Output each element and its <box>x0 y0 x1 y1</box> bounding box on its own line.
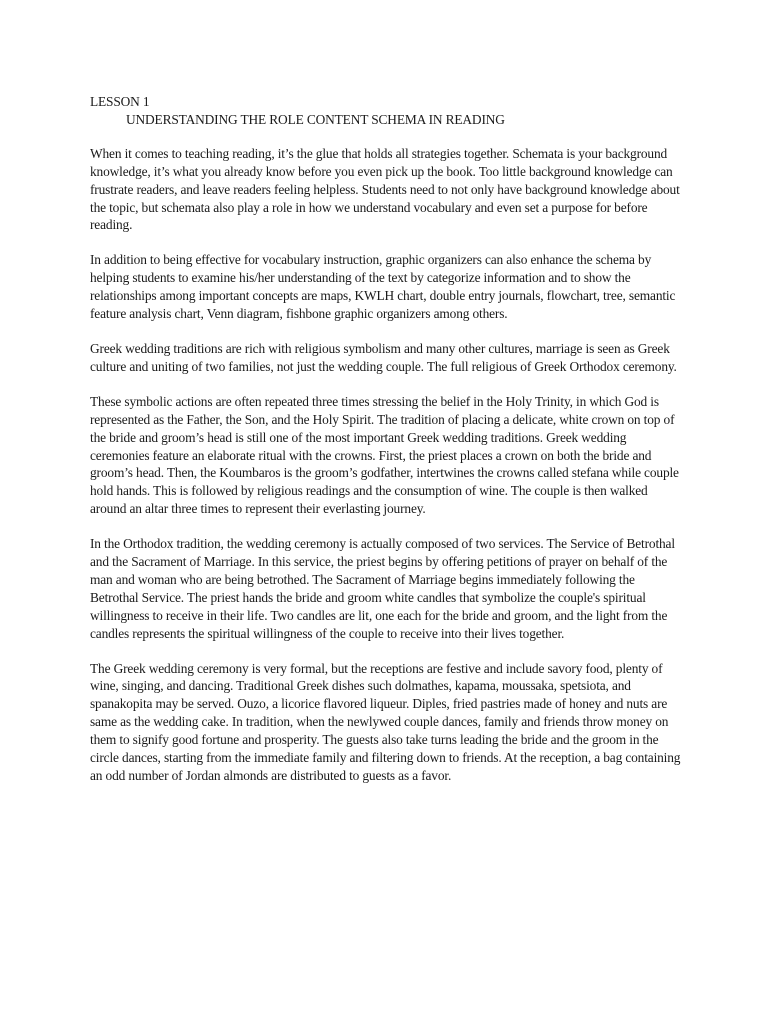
paragraph-greek-traditions: Greek wedding traditions are rich with religious symbolism and many other cultures, marriage is seen as Greek culture and uniting of two families, not just the wedding couple. The full religious of Greek Orthodox ceremony. <box>90 340 677 374</box>
document-page <box>90 93 686 802</box>
paragraph-reception: The Greek wedding ceremony is very formal, but the receptions are festive and include savory food, plenty of wine, singing, and dancing. Traditional Greek dishes such dolmathes, kapama, moussaka, spetsiota, and spanakopita may be served. Ouzo, a licorice flavored liqueur. Diples, fried pastries made of honey and nuts are same as the wedding cake. In tradition, when the newlywed couple dances, family and friends throw money on them to signify good fortune and prosperity. The guests also take turns leading the bride and the groom in the circle dances, starting from the immediate family and filtering down to friends. At the reception, a bag containing an odd number of Jordan almonds are distributed to guests as a favor. <box>90 660 681 783</box>
lesson-title: UNDERSTANDING THE ROLE CONTENT SCHEMA IN READING <box>126 111 505 127</box>
paragraph-graphic-organizers: In addition to being effective for vocabulary instruction, graphic organizers can also enhance the schema by helping students to examine his/her understanding of the text by categorize information and to show the relationships among important concepts are maps, KWLH chart, double entry journals, flowchart, tree, semantic feature analysis chart, Venn diagram, fishbone graphic organizers among others. <box>90 252 676 322</box>
paragraph-symbolic-actions: These symbolic actions are often repeated three times stressing the belief in the Holy Trinity, in which God is represented as the Father, the Son, and the Holy Spirit. The tradition of placing a delicate, white crown on top of the bride and groom’s head is still one of the most important Greek wedding traditions. Greek wedding ceremonies feature an elaborate ritual with the crowns. First, the priest places a crown on both the bride and groom’s head. Then, the Koumbaros is the groom’s godfather, intertwines the crowns called stefana while couple hold hands. This is followed by religious readings and the consumption of wine. The couple is then walked around an altar three times to represent their everlasting journey. <box>90 393 679 517</box>
paragraph-schema: When it comes to teaching reading, it’s the glue that holds all strategies together. Schemata is your background knowledge, it’s what you already know before you even pick up the book. Too little background knowledge can frustrate readers, and leave readers feeling helpless. Students need to not only have background knowledge about the topic, but schemata also play a role in how we understand vocabulary and even set a purpose for before reading. <box>90 145 680 233</box>
lesson-label: LESSON 1 <box>90 94 150 109</box>
paragraph-orthodox-tradition: In the Orthodox tradition, the wedding ceremony is actually composed of two services. The Service of Betrothal and the Sacrament of Marriage. In this service, the priest begins by offering petitions of prayer on behalf of the man and woman who are being betrothed. The Sacrament of Marriage begins immediately following the Betrothal Service. The priest hands the bride and groom white candles that symbolize the couple's spiritual willingness to receive in their life. Two candles are lit, one each for the bride and groom, and the light from the candles represents the spiritual willingness of the couple to receive into their lives together. <box>90 536 675 641</box>
